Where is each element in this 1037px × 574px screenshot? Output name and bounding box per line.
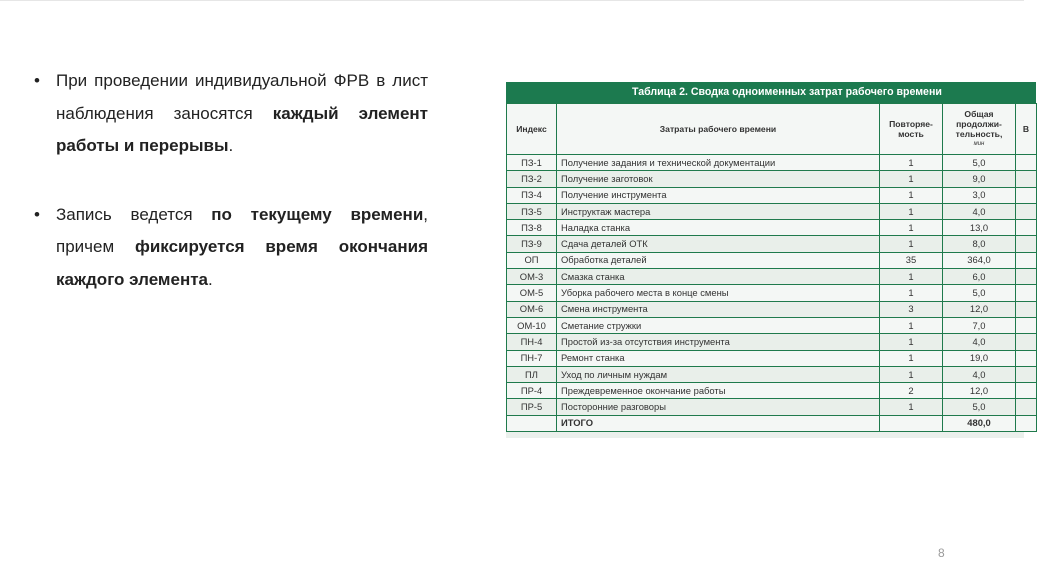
cell-repeats: 1 — [880, 317, 943, 333]
cell-name: Получение инструмента — [557, 187, 880, 203]
header-extra: В — [1016, 104, 1037, 155]
top-divider — [0, 0, 1024, 1]
table-row — [507, 252, 1037, 268]
cell-repeats — [880, 415, 943, 431]
cell-duration: 13,0 — [943, 220, 1016, 236]
cell-name: Преждевременное окончание работы — [557, 383, 880, 399]
cell-duration: 5,0 — [943, 285, 1016, 301]
cell-repeats: 1 — [880, 285, 943, 301]
cell-name: Получение заготовок — [557, 171, 880, 187]
cell-index: ПЗ-1 — [507, 155, 557, 171]
cell-repeats: 1 — [880, 269, 943, 285]
bullet-dot-icon: • — [34, 71, 40, 90]
table-row — [507, 203, 1037, 219]
table-row — [507, 171, 1037, 187]
cell-index: ПЛ — [507, 366, 557, 382]
cell-extra — [1016, 334, 1037, 350]
cell-repeats: 1 — [880, 220, 943, 236]
bullet-dot-icon: • — [34, 204, 40, 224]
cell-extra — [1016, 220, 1037, 236]
table-title: Таблица 2. Сводка одноименных затрат рабочего времени — [506, 82, 1036, 103]
cell-index: ПЗ-8 — [507, 220, 557, 236]
cell-extra — [1016, 187, 1037, 203]
cell-name: Получение задания и технической документации — [557, 155, 880, 171]
cell-duration: 5,0 — [943, 399, 1016, 415]
cell-index: ПЗ-9 — [507, 236, 557, 252]
cell-name: Смена инструмента — [557, 301, 880, 317]
cell-duration: 9,0 — [943, 171, 1016, 187]
cell-name: Сдача деталей ОТК — [557, 236, 880, 252]
table-row — [507, 236, 1037, 252]
cell-repeats: 1 — [880, 187, 943, 203]
cell-extra — [1016, 399, 1037, 415]
cell-repeats: 1 — [880, 334, 943, 350]
cell-name: Уход по личным нуждам — [557, 366, 880, 382]
cell-repeats: 2 — [880, 383, 943, 399]
cell-total-label: ИТОГО — [557, 415, 880, 431]
cell-duration: 19,0 — [943, 350, 1016, 366]
cell-index: ПР-4 — [507, 383, 557, 399]
cell-index: ПР-5 — [507, 399, 557, 415]
table-row — [507, 366, 1037, 382]
header-index: Индекс — [507, 104, 557, 155]
cell-duration: 4,0 — [943, 366, 1016, 382]
cell-extra — [1016, 252, 1037, 268]
cell-extra — [1016, 171, 1037, 187]
cell-repeats: 3 — [880, 301, 943, 317]
cell-extra — [1016, 383, 1037, 399]
table-header-row — [507, 104, 1037, 155]
cell-duration: 12,0 — [943, 301, 1016, 317]
bullet-item — [30, 199, 428, 297]
cell-index: ПЗ-4 — [507, 187, 557, 203]
cell-extra — [1016, 203, 1037, 219]
table-row — [507, 317, 1037, 333]
cell-repeats: 1 — [880, 236, 943, 252]
table-row — [507, 285, 1037, 301]
table-image — [506, 82, 1030, 438]
table-row — [507, 155, 1037, 171]
cell-total-duration: 480,0 — [943, 415, 1016, 431]
bullet-text: При проведении индивидуальной ФРВ в лист наблюдения заносятся каждый элемент работы и перерывы. — [56, 71, 428, 155]
table-row — [507, 187, 1037, 203]
cell-index: ОМ-5 — [507, 285, 557, 301]
cell-name: Обработка деталей — [557, 252, 880, 268]
cell-index: ОП — [507, 252, 557, 268]
cell-duration: 8,0 — [943, 236, 1016, 252]
cell-index: ПЗ-5 — [507, 203, 557, 219]
cell-extra — [1016, 155, 1037, 171]
table-row — [507, 350, 1037, 366]
cell-index: ПН-7 — [507, 350, 557, 366]
cell-duration: 3,0 — [943, 187, 1016, 203]
header-costs: Затраты рабочего времени — [557, 104, 880, 155]
bullet-item — [30, 65, 428, 163]
page-number: 8 — [938, 546, 945, 560]
cell-repeats: 1 — [880, 171, 943, 187]
cell-duration: 4,0 — [943, 203, 1016, 219]
cell-repeats: 1 — [880, 366, 943, 382]
table-row — [507, 399, 1037, 415]
cell-name: Инструктаж мастера — [557, 203, 880, 219]
cell-index: ПН-4 — [507, 334, 557, 350]
cell-repeats: 35 — [880, 252, 943, 268]
time-summary-table — [506, 103, 1037, 432]
table-row — [507, 334, 1037, 350]
cell-name: Ремонт станка — [557, 350, 880, 366]
cell-name: Наладка станка — [557, 220, 880, 236]
cell-index — [507, 415, 557, 431]
cell-index: ОМ-10 — [507, 317, 557, 333]
header-duration: Общая продолжи-тельность, мин — [943, 104, 1016, 155]
cell-duration: 12,0 — [943, 383, 1016, 399]
bullet-list — [30, 65, 428, 296]
cell-name: Сметание стружки — [557, 317, 880, 333]
table-total-row — [507, 415, 1037, 431]
table-row — [507, 383, 1037, 399]
cell-name: Простой из-за отсутствия инструмента — [557, 334, 880, 350]
cell-repeats: 1 — [880, 399, 943, 415]
table-row — [507, 220, 1037, 236]
cell-extra — [1016, 366, 1037, 382]
cell-extra — [1016, 350, 1037, 366]
table-body — [507, 155, 1037, 432]
cell-duration: 4,0 — [943, 334, 1016, 350]
cell-index: ОМ-3 — [507, 269, 557, 285]
bullet-text: Запись ведется по текущему времени, причем фиксируется время окончания каждого элемента. — [56, 204, 428, 289]
cell-extra — [1016, 269, 1037, 285]
cell-extra — [1016, 301, 1037, 317]
cell-duration: 6,0 — [943, 269, 1016, 285]
table-row — [507, 269, 1037, 285]
cell-extra — [1016, 317, 1037, 333]
cell-name: Смазка станка — [557, 269, 880, 285]
cell-extra — [1016, 285, 1037, 301]
cell-index: ПЗ-2 — [507, 171, 557, 187]
header-repeats: Повторяе-мость — [880, 104, 943, 155]
cell-duration: 5,0 — [943, 155, 1016, 171]
cell-extra — [1016, 236, 1037, 252]
cell-index: ОМ-6 — [507, 301, 557, 317]
cell-name: Уборка рабочего места в конце смены — [557, 285, 880, 301]
table-row — [507, 301, 1037, 317]
cell-name: Посторонние разговоры — [557, 399, 880, 415]
cell-duration: 364,0 — [943, 252, 1016, 268]
cell-repeats: 1 — [880, 350, 943, 366]
cell-duration: 7,0 — [943, 317, 1016, 333]
cell-repeats: 1 — [880, 203, 943, 219]
cell-extra — [1016, 415, 1037, 431]
cell-repeats: 1 — [880, 155, 943, 171]
